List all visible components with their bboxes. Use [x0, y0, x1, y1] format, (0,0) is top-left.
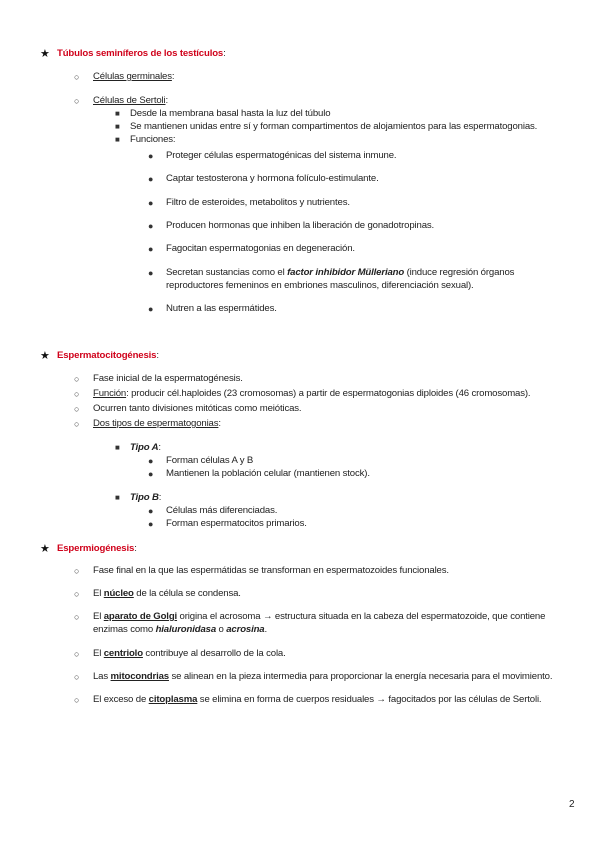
text-run: de la célula se condensa.: [133, 588, 241, 599]
section-heading-espermatocitogenesis: [57, 350, 159, 362]
section-heading-espermiogenesis: [57, 543, 137, 555]
heading-colon: :: [156, 350, 159, 361]
list-item-celulas-sertoli: [93, 95, 168, 107]
heading-colon: :: [223, 48, 226, 59]
list-item-golgi: [93, 611, 545, 623]
heading-text: Túbulos seminíferos de los testículos: [57, 48, 224, 59]
dot-bullet-icon: ●: [148, 469, 154, 479]
dot-bullet-icon: ●: [148, 304, 154, 314]
item-colon: :: [158, 442, 161, 453]
square-bullet-icon: ■: [115, 109, 120, 118]
item-label: Dos tipos de espermatogonias: [93, 418, 219, 429]
list-item-centriolo: [93, 648, 286, 660]
list-item-golgi-cont: [93, 624, 267, 636]
circle-bullet-icon: ○: [74, 404, 80, 414]
star-bullet-icon: ★: [40, 48, 50, 60]
list-item: Forman espermatocitos primarios.: [166, 518, 307, 529]
text-run: Secretan sustancias como el: [166, 267, 288, 278]
dot-bullet-icon: ●: [148, 506, 154, 516]
list-item-citoplasma: [93, 694, 541, 706]
function-item: Nutren a las espermátides.: [166, 303, 277, 314]
item-colon: :: [165, 95, 169, 106]
section-heading-tubulos: [57, 48, 226, 60]
item-colon: :: [171, 71, 175, 82]
circle-bullet-icon: ○: [74, 72, 80, 82]
circle-bullet-icon: ○: [74, 695, 80, 705]
heading-text: Espermatocitogénesis: [57, 350, 157, 361]
list-item-nucleo: [93, 588, 241, 600]
circle-bullet-icon: ○: [74, 419, 80, 429]
list-item-tipo-a: [130, 442, 161, 454]
item-label: Células de Sertoli: [93, 95, 166, 106]
text-run: (induce regresión órganos: [404, 267, 515, 278]
list-item: Mantienen la población celular (mantienen stock).: [166, 468, 370, 479]
function-item: Proteger células espermatogénicas del sistema inmune.: [166, 150, 397, 161]
item-label: Función: [93, 388, 127, 399]
heading-text: Espermiogénesis: [57, 543, 135, 554]
item-label: Tipo A: [130, 442, 159, 453]
list-item: Forman células A y B: [166, 455, 254, 466]
square-bullet-icon: ■: [115, 493, 120, 502]
circle-bullet-icon: ○: [74, 589, 80, 599]
dot-bullet-icon: ●: [148, 174, 154, 184]
text-run: : producir cél.haploides (23 cromosomas) a partir de espermatogonias diploides (46 cromosomas).: [126, 388, 531, 399]
bold-term: aparato de Golgi: [103, 611, 178, 622]
text-run: .: [264, 624, 268, 635]
circle-bullet-icon: ○: [74, 672, 80, 682]
circle-bullet-icon: ○: [74, 374, 80, 384]
square-bullet-icon: ■: [115, 443, 120, 452]
text-run: se alinean en la pieza intermedia para proporcionar la energía necesaria para el movimiento.: [168, 671, 553, 682]
list-item-funcion: [93, 388, 530, 400]
function-item: Fagocitan espermatogonias en degeneración.: [166, 243, 355, 254]
text-run: enzimas como: [93, 624, 156, 635]
function-item: Filtro de esteroides, metabolitos y nutrientes.: [166, 197, 350, 208]
item-colon: :: [218, 418, 221, 429]
bold-term: acrosina: [226, 624, 265, 635]
bold-term: mitocondrias: [110, 671, 169, 682]
list-item: Desde la membrana basal hasta la luz del túbulo: [130, 108, 331, 119]
dot-bullet-icon: ●: [148, 151, 154, 161]
bold-term: citoplasma: [148, 694, 198, 705]
list-item: Se mantienen unidas entre sí y forman compartimentos de alojamientos para las espermatogonias.: [130, 121, 538, 132]
square-bullet-icon: ■: [115, 122, 120, 131]
dot-bullet-icon: ●: [148, 221, 154, 231]
text-run: El: [93, 611, 104, 622]
item-label: Tipo B: [130, 492, 159, 503]
text-run: El: [93, 648, 104, 659]
text-run: contribuye al desarrollo de la cola.: [142, 648, 286, 659]
circle-bullet-icon: ○: [74, 96, 80, 106]
bold-term: centriolo: [103, 648, 143, 659]
text-run: se elimina en forma de cuerpos residuales → fagocitados por las células de Sertoli.: [197, 694, 542, 705]
item-colon: :: [158, 492, 162, 503]
circle-bullet-icon: ○: [74, 612, 80, 622]
heading-colon: :: [134, 543, 137, 554]
list-item: Fase final en la que las espermátidas se transforman en espermatozoides funcionales.: [93, 565, 449, 576]
dot-bullet-icon: ●: [148, 456, 154, 466]
bold-term: hialuronidasa: [155, 624, 217, 635]
function-item: Captar testosterona y hormona folículo-estimulante.: [166, 173, 379, 184]
list-item: Fase inicial de la espermatogénesis.: [93, 373, 243, 384]
star-bullet-icon: ★: [40, 543, 50, 555]
bold-term: factor inhibidor Mülleriano: [287, 267, 405, 278]
dot-bullet-icon: ●: [148, 268, 154, 278]
list-item-celulas-germinales: [93, 71, 174, 83]
star-bullet-icon: ★: [40, 350, 50, 362]
list-item-tipos: [93, 418, 221, 430]
function-item: Producen hormonas que inhiben la liberación de gonadotropinas.: [166, 220, 435, 231]
dot-bullet-icon: ●: [148, 244, 154, 254]
list-item-mitocondrias: [93, 671, 552, 683]
text-run: El: [93, 588, 104, 599]
circle-bullet-icon: ○: [74, 566, 80, 576]
item-label: Células germinales: [93, 71, 172, 82]
function-item-secretan-cont: reproductores femeninos en embriones masculinos, diferenciación sexual).: [166, 280, 474, 291]
circle-bullet-icon: ○: [74, 649, 80, 659]
function-item-secretan: [166, 267, 514, 279]
dot-bullet-icon: ●: [148, 198, 154, 208]
text-run: El exceso de: [93, 694, 149, 705]
square-bullet-icon: ■: [115, 135, 120, 144]
page-number: 2: [569, 799, 575, 810]
list-item: Células más diferenciadas.: [166, 505, 278, 516]
list-item: Ocurren tanto divisiones mitóticas como meióticas.: [93, 403, 302, 414]
dot-bullet-icon: ●: [148, 519, 154, 529]
list-item: Funciones:: [130, 134, 176, 145]
text-run: origina el acrosoma → estructura situada en la cabeza del espermatozoide, que contiene: [177, 611, 546, 622]
bold-term: núcleo: [103, 588, 134, 599]
text-run: Las: [93, 671, 111, 682]
text-run: o: [216, 624, 227, 635]
list-item-tipo-b: [130, 492, 161, 504]
circle-bullet-icon: ○: [74, 389, 80, 399]
